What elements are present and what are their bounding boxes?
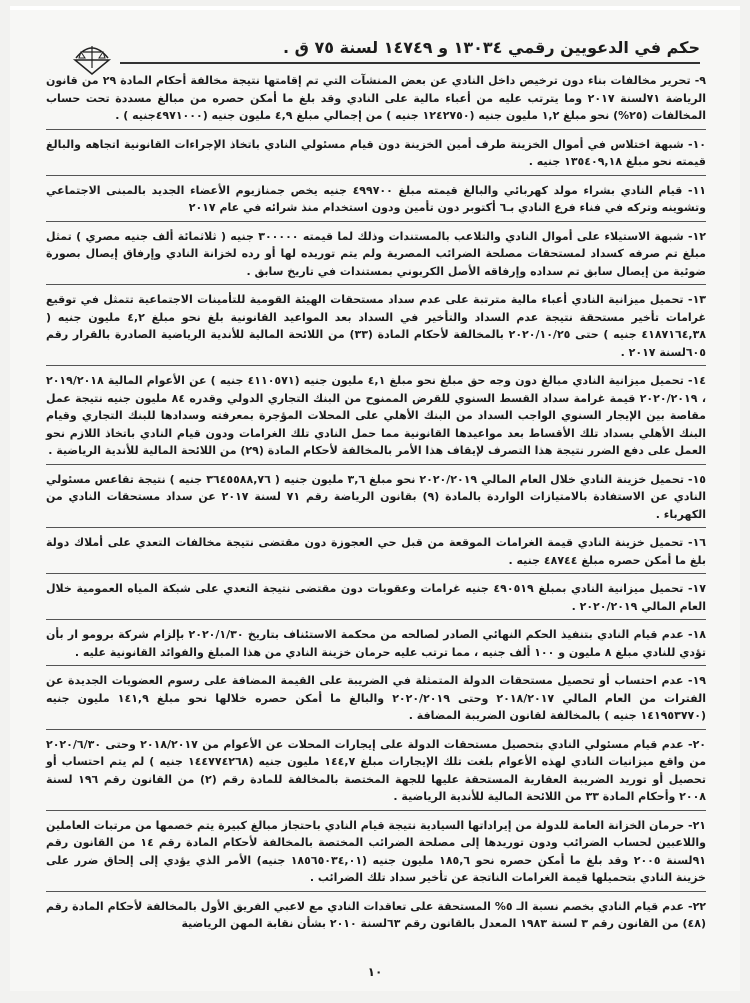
list-item: ١٩- عدم احتساب أو تحصيل مستحقات الدولة المتمثلة في الضريبة على القيمة المضافة على رسوم العضويات الجديدة عن الفترات من العام المالي ٢٠١٨/٢٠١٧ وحتى ٢٠٢٠/٢٠١٩ والبالغ ما أمكن حصره خلالها نحو مبلغ ١٤١,٩ مليون جنيه (١٤١٩٥٣٧٧٠ جنيه ) بالمخالفة لقانون الضريبة المضافة . — [46, 672, 706, 730]
list-item: ٢١- حرمان الخزانة العامة للدولة من إيراداتها السيادية نتيجة قيام النادي باحتجاز مبالغ كبيرة يتم خصمها من مرتبات العاملين واللاعبين لحساب الضرائب ودون توريدها إلى مصلحة الضرائب المختصة بالمخالفة لأحكام المادة رقم ١٤ من القانون رقم ٩١لسنة ٢٠٠٥ وقد بلغ ما أمكن حصره نحو ١٨٥,٦ مليون جنيه (١٨٥٦٥٠٣٤,٠١ جنيه) الأمر الذي يؤدي إلى إلحاق ضرر على خزينة النادي بتحميلها قيمة الغرامات الناتجة عن تأخير سداد تلك الضرائب . — [46, 817, 706, 892]
page-top-edge — [10, 6, 740, 10]
list-item: ١٤- تحميل ميزانية النادي مبالغ دون وجه حق مبلغ نحو مبلغ ٤,١ مليون جنيه (٤١١٠٥٧١ جنيه ) عن الأعوام المالية ٢٠١٩/٢٠١٨ ، ٢٠٢٠/٢٠١٩ قيمة غرامة سداد القسط السنوي للقرض الممنوح من البنك التجاري الدولي وقدره ٨٤ مليون جنيه نتيجة عمل مقاصة بين الإيجار السنوي الواجب السداد من البنك الأهلي على المحلات المؤجرة بمعرفته وسدادها للبنك التجاري وقيام البنك الأهلي بسداد تلك الأقساط بعد مواعيدها القانونية مما حمل النادي تلك الغرامات ودون قيام النادي باتخاذ اللازم نحو العمل على دفع الضرر نتيجة هذا التصرف لإيقاف هذا الأمر بالمخالفة لأحكام المادة (٢٩) من اللائحة المالية للأندية الرياضية . — [46, 372, 706, 465]
header-divider — [120, 62, 700, 64]
list-item: ١٣- تحميل ميزانية النادي أعباء مالية مترتبة على عدم سداد مستحقات الهيئة القومية للتأمينات الاجتماعية تتمثل في توقيع غرامات تأخير مستحقة نتيجة عدم السداد والتأخير في السداد بعد المواعيد القانونية بلغ نحو مبلغ ٤,٢ مليون جنيه ( ٤١٨٧١٦٤,٣٨ جنيه ) حتى ٢٠٢٠/١٠/٢٥ بالمخالفة لأحكام المادة (٣٣) من اللائحة المالية للأندية الرياضية الصادرة بالقرار رقم ٦٠٥لسنة ٢٠١٧ . — [46, 291, 706, 366]
list-item: ١٧- تحميل ميزانية النادي بمبلغ ٤٩٠٥١٩ جنيه غرامات وعقوبات دون مقتضى نتيجة التعدي على شبكة المياه العمومية خلال العام المالي ٢٠٢٠/٢٠١٩ . — [46, 580, 706, 620]
list-item: ١٢- شبهة الاستيلاء على أموال النادي والتلاعب بالمستندات وذلك لما قيمته ٣٠٠٠٠٠ جنيه ( ثلاثمائة ألف جنيه مصري ) تمثل مبلغ تم صرفه كسداد لمستحقات مصلحة الضرائب المصرية ولم يتم توريده لها أو رده لخزانة النادي وإرفاق إيصال بصورة ضوئية من إيصال سابق تم سداده وإرفاقه الأصل الكربوني بمستندات في تاريخ سابق . — [46, 228, 706, 286]
list-item: ٢٢- عدم قيام النادي بخصم نسبة الـ ٥% المستحقة على تعاقدات النادي مع لاعبي الفريق الأول بالمخالفة لأحكام المادة رقم (٤٨) من القانون رقم ٣ لسنة ١٩٨٣ المعدل بالقانون رقم ٦٣لسنة ٢٠١٠ بشأن نقابة المهن الرياضية — [46, 899, 707, 930]
court-emblem-icon — [70, 32, 114, 76]
list-item: ١١- قيام النادي بشراء مولد كهربائي والبالغ قيمته مبلغ ٤٩٩٧٠٠ جنيه يخص جمنازيوم الأعضاء الجديد بالمبنى الاجتماعي وتشوينه وتركه في فناء فرع النادي بـ٦ أكتوبر دون تأمين ودون استخدام منذ شرائه في عام ٢٠١٧ — [46, 182, 706, 222]
list-item: ١٠- شبهة اختلاس في أموال الخزينة طرف أمين الخزينة دون قيام مسئولي النادي باتخاذ الإجراءات القانونية اتجاهه والبالغ قيمته نحو مبلغ ١٣٥٤٠٩,١٨ جنيه . — [46, 136, 706, 176]
document-body — [46, 72, 706, 943]
list-item: ٢٠- عدم قيام مسئولي النادي بتحصيل مستحقات الدولة على إيجارات المحلات عن الأعوام من ٢٠١٨/٢٠١٧ وحتى ٢٠٢٠/٦/٣٠ من واقع ميزانيات النادي لهذه الأعوام بلغت تلك الإيجارات مبلغ ١٤٤,٧ مليون جنيه (١٤٤٧٧٤٢٦٨ جنيه ) لم يتم احتساب أو تحصيل أو توريد الضريبة العقارية المستحقة عليها للجهة المختصة بالمخالفة للمادة رقم (٢) من القانون رقم ١٩٦ لسنة ٢٠٠٨ وأحكام المادة ٣٣ من اللائحة المالية للأندية الرياضية . — [46, 736, 706, 811]
document-header: حكم في الدعويين رقمي ١٣٠٣٤ و ١٤٧٤٩ لسنة ٧٥ ق . — [282, 38, 700, 57]
list-item: ١٨- عدم قيام النادي بتنفيذ الحكم النهائي الصادر لصالحه من محكمة الاستئناف بتاريخ ٢٠٢٠/١/٣٠ بإلزام شركة برومو ار بأن تؤدي للنادي مبلغ ٨ مليون و ١٠٠ ألف جنيه ، مما ترتب عليه حرمان خزينة النادي من هذا المبلغ والفوائد القانونية عليه . — [46, 626, 706, 666]
list-item: ١٦- تحميل خزينة النادي قيمة الغرامات الموقعة من قبل حي العجوزة دون مقتضى نتيجة مخالفات التعدي على أملاك دولة بلغ ما أمكن حصره مبلغ ٤٨٧٤٤ جنيه . — [46, 534, 706, 574]
list-item: ٩- تحرير مخالفات بناء دون ترخيص داخل النادي عن بعض المنشآت التي تم إقامتها نتيجة مخالفة أحكام المادة ٢٩ من قانون الرياضة ٧١لسنة ٢٠١٧ وما يترتب عليه من أعباء مالية على النادي وقد بلغ ما أمكن حصره من مبالغ مسددة تحت حساب المخالفات (٢٥%) نحو مبلغ ١,٢ مليون جنيه (١٢٤٢٧٥٠ جنيه ) من إجمالي مبلغ ٤,٩ مليون جنيه (٤٩٧١٠٠٠جنيه ) . — [46, 72, 706, 130]
scales-emblem-icon — [70, 32, 114, 76]
list-item: ١٥- تحميل خزينة النادي خلال العام المالي ٢٠٢٠/٢٠١٩ نحو مبلغ ٣,٦ مليون جنيه ( ٣٦٤٥٥٨٨,٧٦ جنيه ) نتيجة تقاعس مسئولي النادي عن الاستفادة بالامتيازات الواردة بالمادة (٩) بقانون الرياضة رقم ٧١ لسنة ٢٠١٧ عن سداد مستحقات النادي من الكهرباء . — [46, 471, 706, 529]
document-page — [10, 6, 740, 991]
page-number: ١٠ — [367, 965, 383, 979]
